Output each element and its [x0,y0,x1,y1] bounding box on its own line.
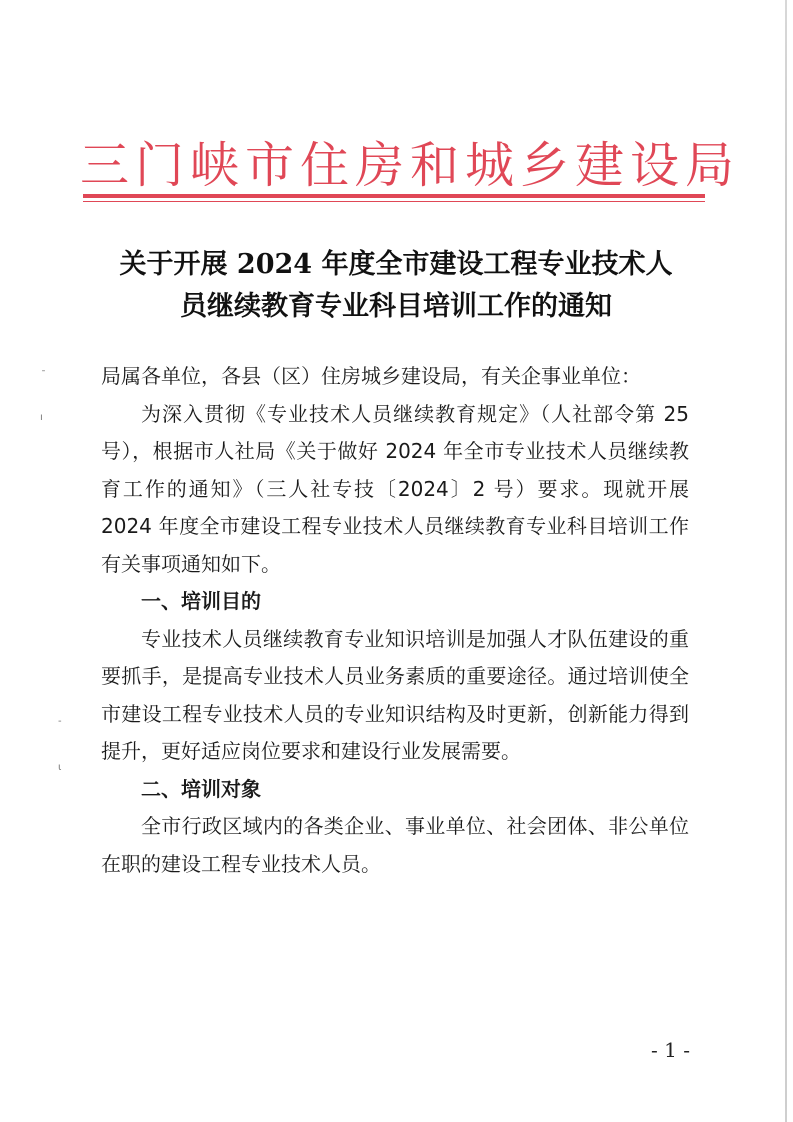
letterhead-org-name: 三门峡市住房和城乡建设局 [80,137,741,194]
page-number: - 1 - [651,1038,690,1062]
intro-paragraph: 为深入贯彻《专业技术人员继续教育规定》（人社部令第 25 号），根据市人社局《关于做好 2024 年全市专业技术人员继续教育工作的通知》（三人社专技〔2024〕2 号）要求。现就开展 2024 年度全市建设工程专业技术人员继续教育专业科目培训工作有关事项通知如下。 [101,401,689,576]
section1-heading: 一、培训目的 [141,589,261,613]
scan-speck: ˉ [41,370,46,381]
document-title-line2: 员继续教育专业科目培训工作的通知 [180,291,612,322]
scan-edge-shadow [785,0,787,1122]
letterhead-red-rule-thin [83,201,705,202]
scan-speck: ι [58,762,62,773]
document-body [101,358,689,883]
section2-paragraph: 全市行政区域内的各类企业、事业单位、社会团体、非公单位在职的建设工程专业技术人员。 [101,814,689,876]
letterhead-red-rule-thick [83,194,705,198]
scan-speck: ı [40,412,43,423]
document-title [90,244,702,328]
section2-heading: 二、培训对象 [141,776,261,801]
scan-speck: - [58,716,62,727]
salutation: 局属各单位，各县（区）住房城乡建设局，有关企事业单位： [101,364,641,388]
section1-paragraph: 专业技术人员继续教育专业知识培训是加强人才队伍建设的重要抓手，是提高专业技术人员业务素质的重要途径。通过培训使全市建设工程专业技术人员的专业知识结构及时更新，创新能力得到提升，更好适应岗位要求和建设行业发展需要。 [101,626,689,763]
document-title-line1: 关于开展 2024 年度全市建设工程专业技术人 [119,249,673,280]
